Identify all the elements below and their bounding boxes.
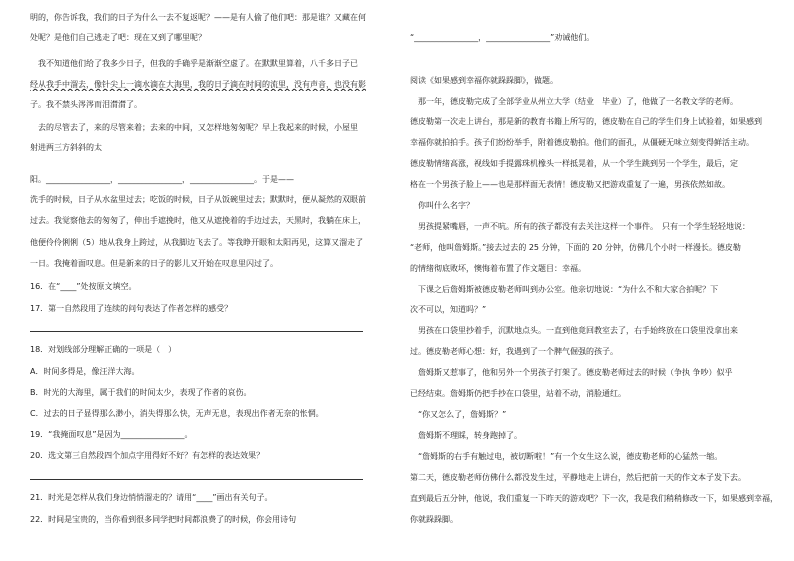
passage-line: 你就跺跺脚。 — [410, 515, 458, 524]
passage-line: 詹姆斯又惹事了，他和另外一个男孩子打架了。德皮勒老师过去的时候（争执 争吵）似乎 — [410, 368, 733, 377]
passage-line: 男孩在口袋里抄着手，沉默地点头。一直到他竟回教室去了，右手始终放在口袋里没拿出来 — [410, 326, 738, 335]
option-a: A．时间多得是，像汪洋大海。 — [30, 367, 140, 376]
passage-line: 处呢？是他们自己逃走了吧：现在又到了哪里呢？ — [30, 33, 206, 42]
question-19: 19．“我掩面叹息”是因为________________。 — [30, 430, 193, 439]
fill-blank-line: 阳。________________，________________，________________。于是—— — [30, 175, 294, 184]
passage-line: 次不可以，知道吗？” — [410, 305, 487, 314]
passage-line: 男孩提紧嘴唇，一声不吭。所有的孩子都没有去关注这样一个事件。 只有一个学生轻轻地说： — [410, 222, 750, 231]
passage-line: 的情绪彻底败坏，懊悔着布置了作文题目：幸福。 — [410, 264, 586, 273]
passage-line: 詹姆斯不理睬，转身跑掉了。 — [410, 431, 522, 440]
passage-line: 明的，你告诉我，我们的日子为什么一去不复返呢？——是有人偷了他们吧：那是谁？又藏在何 — [30, 13, 366, 22]
question-21: 21．时光是怎样从我们身边悄悄溜走的？请用“____”画出有关句子。 — [30, 493, 273, 502]
passage-line: 去的尽管去了，来的尽管来着；去来的中间，又怎样地匆匆呢？早上我起来的时候，小屋里 — [30, 123, 358, 132]
passage-line: 那一年，德皮勒完成了全部学业从州立大学（结业 毕业）了，他做了一名教文学的老师。 — [410, 97, 738, 106]
option-c: C．过去的日子显得那么渺小，消失得那么快，无声无息，表现出作者无奈的怅惘。 — [30, 409, 324, 418]
passage-line: 德皮勒第一次走上讲台，那是新的教育书籍上所写的，德皮勒在自己的学生们身上试验着，如果感到 — [410, 117, 762, 126]
passage-line: “詹姆斯的右手有触过电，被切断啦！”有一个女生这么说，德皮勒老师的心猛然一缩。 — [410, 452, 723, 461]
question-16: 16．在“____”处按原文填空。 — [30, 282, 137, 291]
passage-line: 洗手的时候，日子从水盆里过去；吃饭的时候，日子从饭碗里过去；默默时，便从凝然的双眼前 — [30, 195, 366, 204]
passage-line: 第二天，德皮勒老师仿佛什么都没发生过，平静地走上讲台，然后把前一天的作文本子发下去。 — [410, 473, 746, 482]
answer-line — [30, 479, 363, 480]
passage-line: 过去。我觉察他去的匆匆了，伸出手遮挽时，他又从遮挽着的手边过去，天黑时，我躺在床上， — [30, 216, 366, 225]
passage-line: “老师，他叫詹姆斯。”接去过去的 25 分钟，下面的 20 分钟，仿佛几个小时一样漫长。德皮勒 — [410, 243, 741, 252]
passage-line: 一日。我掩着面叹息。但是新来的日子的影儿又开始在叹息里闪过了。 — [30, 259, 278, 268]
passage-line: 已经结束。詹姆斯仍把手抄在口袋里，站着不动，消脸通红。 — [410, 389, 626, 398]
passage-line: 格在一个男孩子脸上——也是那样面无表情！德皮勒又把游戏重复了一遍，男孩依然如故。 — [410, 180, 730, 189]
passage-line: 直到最后五分钟，他说，我们重复一下昨天的游戏吧？下一次，我是我们稍稍修改一下，如果感到幸福， — [410, 494, 778, 503]
underlined-sentence: 经从我手中溜去，像针尖上一滴水滴在大海里，我的日子滴在时间的流里，没有声音，也没有影 — [30, 80, 366, 89]
passage-line: 子。我不禁头涔涔而泪潸潸了。 — [30, 100, 142, 109]
passage-line: 过。德皮勒老师心想：好，我遇到了一个脾气倔强的孩子。 — [410, 347, 618, 356]
passage-line: 你叫什么名字？ — [410, 201, 474, 210]
passage-line: 他便伶伶俐俐（5）地从我身上跨过，从我脚边飞去了。等我睁开眼和太阳再见，这算又溜走了 — [30, 238, 364, 247]
answer-line — [30, 331, 363, 332]
passage-line: 幸福你就拍拍手。孩子们纷纷举手，附着德皮勒拍。他们的面孔，从僵硬无味立刻变得鲜活主动。 — [410, 138, 754, 147]
passage-line: 下课之后詹姆斯被德皮勒老师叫到办公室。他亲切地说：“为什么不和大家合拍呢？下 — [410, 285, 719, 294]
passage-line: 我不知道他们给了我多少日子，但我的手确乎是渐渐空虚了。在默默里算着，八千多日子已 — [30, 59, 358, 68]
passage-line: 德皮勒情绪高涨，视线如手提露珠机橡头一样抵晃着，从一个学生跳到另一个学生，最后，定 — [410, 159, 738, 168]
question-22: 22．时间是宝贵的，当你看到很多同学把时间都浪费了的时候，你会用诗句 — [30, 515, 297, 524]
reading-instruction: 阅读《如果感到幸福你就跺跺脚》，做题。 — [410, 76, 558, 85]
passage-line: “你又怎么了，詹姆斯？” — [410, 410, 507, 419]
passage-line: 射进两三方斜斜的太 — [30, 143, 102, 152]
option-b: B．时光的大海里，属于我们的时间太少，表现了作者的哀伤。 — [30, 388, 252, 397]
question-18: 18．对划线部分理解正确的一项是（ ） — [30, 345, 177, 354]
question-20: 20．选文第三自然段四个加点字用得好不好？有怎样的表达效果？ — [30, 451, 265, 460]
question-17: 17．第一自然段用了连续的问句表达了作者怎样的感受？ — [30, 304, 233, 313]
fill-blank-line: “________________，________________”劝诫他们。 — [410, 33, 595, 42]
